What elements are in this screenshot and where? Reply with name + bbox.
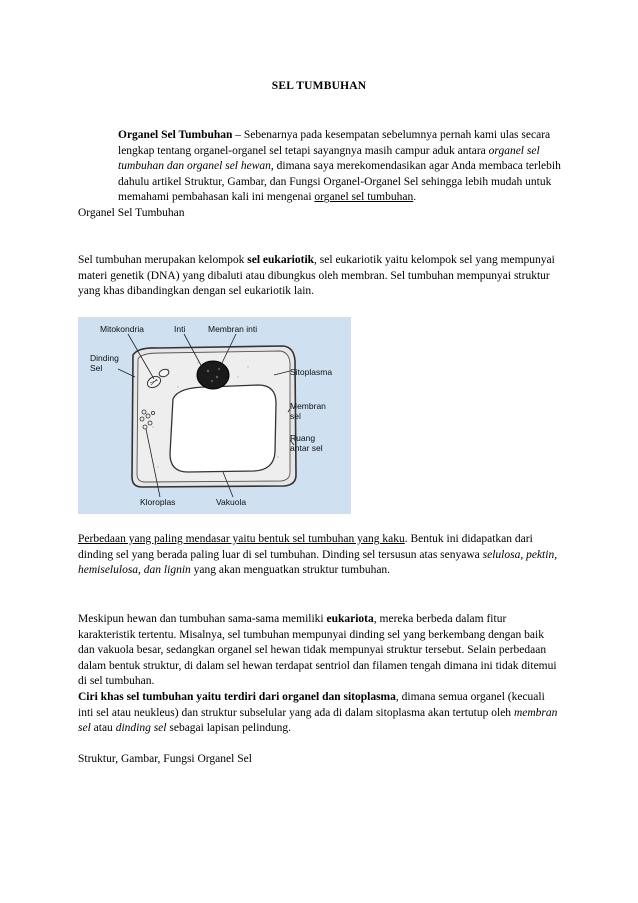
ciri-khas-italic-2: dinding sel	[115, 722, 167, 735]
eukariotik-text	[78, 253, 562, 300]
ciri-khas-text-2: atau	[90, 722, 116, 735]
label-sitoplasma: Sitoplasma	[290, 367, 333, 377]
perbedaan-italic: selulosa, pektin, hemiselulosa, dan lignin	[78, 548, 558, 577]
eukariotik-bold: sel eukariotik	[247, 254, 315, 266]
ciri-khas-italic-1: membran sel	[78, 706, 558, 735]
organel-sel-tumbuhan-link[interactable]: organel sel tumbuhan	[314, 191, 414, 204]
struktur-paragraph	[78, 752, 562, 768]
perbedaan-text	[78, 532, 562, 579]
ciri-khas-bold: Ciri khas sel tumbuhan yaitu terdiri dari organel dan sitoplasma	[78, 690, 396, 703]
label-kloroplas: Kloroplas	[140, 497, 176, 507]
eukariota-text-2: , mereka berbeda dalam fitur karakteristik tertentu. Misalnya, sel tumbuhan mempunyai dinding sel yang berkembang dengan baik dan vakuola besar, sedangkan organel sel hewan tidak mempunyai struktur tersebut. Selain perbedaan dalam bentuk struktur, di dalam sel hewan terdapat sentriol dan filamen tengah dimana ini tidak ditemui di sel tumbuhan.	[78, 613, 557, 688]
perbedaan-paragraph	[78, 532, 562, 579]
intro-text	[78, 128, 562, 206]
plant-cell-diagram	[78, 317, 351, 514]
struktur-text: Struktur, Gambar, Fungsi Organel Sel	[78, 753, 252, 765]
perbedaan-text-2: yang akan menguatkan struktur tumbuhan.	[190, 564, 391, 577]
eukariota-bold: eukariota	[326, 613, 374, 625]
section-heading: Organel Sel Tumbuhan	[78, 206, 185, 219]
label-membran: Membran	[290, 401, 326, 411]
label-vakuola: Vakuola	[216, 497, 247, 507]
label-mitokondria: Mitokondria	[100, 324, 144, 334]
label-ruang: Ruang	[290, 433, 316, 443]
label-sel: Sel	[90, 363, 103, 373]
eukariota-paragraph	[78, 612, 562, 737]
ciri-khas-text	[78, 690, 562, 737]
eukariotik-text-2: , sel eukariotik yaitu kelompok sel yang mempunyai materi genetik (DNA) yang dibaluti atau dibungkus oleh membran. Sel tumbuhan mempunyai struktur yang khas dibandingkan dengan sel eukariotik lain.	[78, 254, 555, 298]
ciri-khas-text-3: sebagai lapisan pelindung.	[166, 722, 292, 735]
intro-text-2: , dimana saya merekomendasikan agar Anda membaca terlebih dahulu artikel Struktur, Gambar, dan Fungsi Organel-Organel Sel sehingga lebih mudah untuk memahami pembahasan kali ini mengenai	[118, 160, 561, 204]
document-title: SEL TUMBUHAN	[271, 80, 367, 92]
eukariota-text-1: Meskipun hewan dan tumbuhan sama-sama memiliki	[78, 613, 327, 625]
label-dinding: Dinding	[90, 353, 119, 363]
plant-cell-illustration	[78, 317, 351, 514]
intro-paragraph	[78, 128, 562, 222]
vacuole	[170, 385, 276, 472]
intro-text-3: .	[413, 191, 417, 204]
label-inti: Inti	[174, 324, 186, 334]
eukariotik-paragraph	[78, 253, 562, 300]
ciri-khas-text-1: , dimana semua organel (kecuali inti sel atau neukleus) dan struktur subselular yang ada di dalam sitoplasma akan tertutup oleh	[78, 690, 545, 719]
label-membran-inti: Membran inti	[208, 324, 258, 334]
perbedaan-text-1: . Bentuk ini didapatkan dari dinding sel yang berada paling luar di sel tumbuhan. Dinding sel tersusun atas senyawa	[78, 533, 533, 561]
eukariota-text	[78, 612, 562, 690]
nucleus	[197, 361, 229, 389]
intro-italic: organel sel tumbuhan dan organel sel hewan	[118, 144, 540, 173]
perbedaan-link[interactable]: Perbedaan yang paling mendasar yaitu bentuk sel tumbuhan yang kaku	[78, 533, 405, 545]
eukariotik-text-1: Sel tumbuhan merupakan kelompok	[78, 254, 248, 266]
intro-lead: Organel Sel Tumbuhan	[118, 129, 233, 141]
label-membran-sel: sel	[290, 411, 301, 421]
intro-text-1: – Sebenarnya pada kesempatan sebelumnya pernah kami ulas secara lengkap tentang organel-organel sel tetapi sayangnya masih campur aduk antara	[118, 129, 551, 157]
label-antar-sel: antar sel	[290, 443, 323, 453]
